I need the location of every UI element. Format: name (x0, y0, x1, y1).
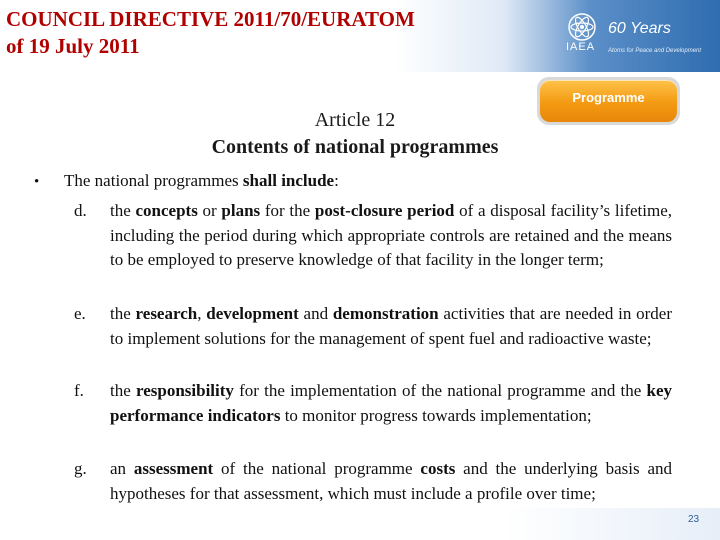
article-heading (150, 107, 560, 161)
text-segment: of a disposal facility’s lifetime, including the period during which appropriate controls are retained and the means to be employed to preserve knowledge of that facility in the longer term; (110, 201, 673, 269)
list-marker: d. (74, 201, 87, 220)
text-segment: and (298, 304, 333, 323)
text-segment: the (110, 304, 136, 323)
list-item-text (110, 457, 672, 506)
bullet-icon: • (34, 174, 40, 190)
emphasized-term: responsibility (135, 381, 234, 400)
article-number: Article 12 (314, 109, 396, 131)
emphasized-term: concepts (135, 201, 198, 220)
text-segment: for the (260, 201, 315, 220)
text-segment: the (110, 381, 136, 400)
text-segment: or (197, 201, 222, 220)
text-segment: for the implementation of the national programme and the (233, 381, 647, 400)
list-marker: f. (74, 381, 84, 400)
emphasized-term: plans (221, 201, 261, 220)
emphasized-term: research (135, 304, 198, 323)
list-item-text (110, 379, 672, 428)
title-line-1: COUNCIL DIRECTIVE 2011/70/EURATOM (6, 7, 415, 31)
page-number: 23 (688, 514, 700, 525)
list-item-text (110, 302, 672, 351)
list-item-text (110, 199, 672, 273)
text-segment: the (110, 201, 136, 220)
emphasized-term: demonstration (332, 304, 439, 323)
text-segment: , (197, 304, 207, 323)
title-line-2: of 19 July 2011 (6, 34, 140, 58)
text-segment: an (110, 459, 134, 478)
iaea-logo-text: IAEA (566, 41, 596, 53)
text-segment: of the national programme (213, 459, 421, 478)
emphasized-term: costs (420, 459, 456, 478)
intro-line (34, 170, 339, 193)
text-segment: activities that are needed in order to implement solutions for the management of spent fuel and radioactive waste; (110, 304, 673, 348)
list-marker: e. (74, 304, 86, 323)
anniversary-label: 60 Years (608, 20, 671, 37)
emphasized-term: key performance indicators (110, 381, 672, 425)
text-segment: and the underlying basis and hypotheses for that assessment, which must include a profile over time; (110, 459, 672, 503)
page-title (6, 6, 415, 60)
intro-colon: : (334, 171, 339, 190)
list-marker: g. (74, 459, 87, 478)
intro-emphasis: shall include (242, 171, 335, 190)
article-title: Contents of national programmes (211, 136, 499, 158)
emphasized-term: post-closure period (314, 201, 455, 220)
intro-text: The national programmes (64, 171, 243, 190)
emphasized-term: development (206, 304, 299, 323)
programme-button-label: Programme (540, 80, 677, 122)
anniversary-tagline: Atoms for Peace and Development (608, 48, 702, 54)
emphasized-term: assessment (133, 459, 214, 478)
text-segment: to monitor progress towards implementation; (280, 405, 592, 425)
